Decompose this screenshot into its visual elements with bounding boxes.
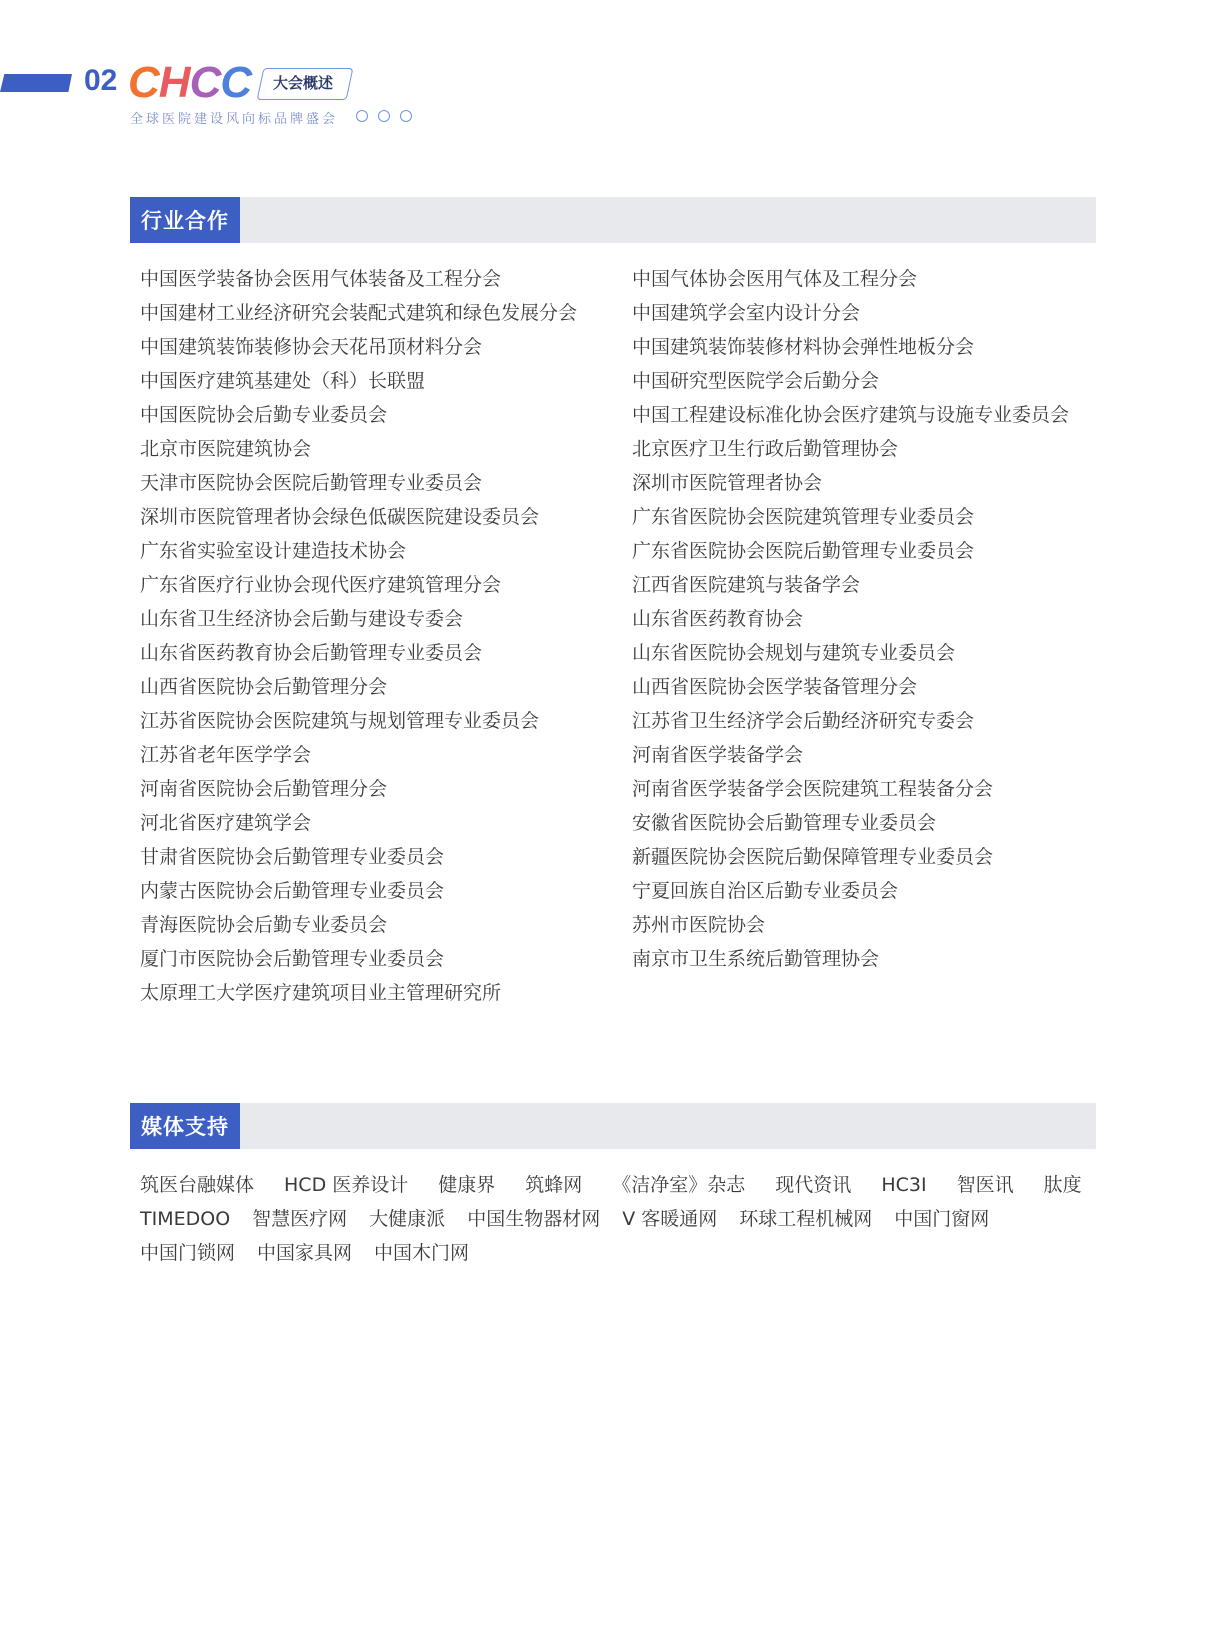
- organization-item: 山东省卫生经济协会后勤与建设专委会: [140, 608, 464, 630]
- organization-item: 中国研究型医院学会后勤分会: [632, 370, 880, 392]
- circle-icon: [356, 110, 368, 122]
- media-item: 智医讯: [956, 1174, 1014, 1196]
- media-item: 智慧医疗网: [252, 1208, 348, 1230]
- media-item: 中国木门网: [374, 1242, 470, 1264]
- media-item: HC3I: [881, 1174, 927, 1196]
- organization-item: 中国医学装备协会医用气体装备及工程分会: [140, 268, 502, 290]
- organization-item: 中国建材工业经济研究会装配式建筑和绿色发展分会: [140, 302, 578, 324]
- organization-item: 广东省医院协会医院建筑管理专业委员会: [632, 506, 975, 528]
- organization-item: 北京市医院建筑协会: [140, 438, 312, 460]
- media-item: 中国家具网: [257, 1242, 353, 1264]
- organization-item: 宁夏回族自治区后勤专业委员会: [632, 880, 899, 902]
- header-tag: 大会概述: [273, 74, 334, 92]
- chcc-logo: [128, 58, 251, 108]
- organization-item: 中国气体协会医用气体及工程分会: [632, 268, 918, 290]
- media-item: 中国门窗网: [894, 1208, 990, 1230]
- circle-icon: [378, 110, 390, 122]
- header-subtitle: 全球医院建设风向标品牌盛会: [130, 112, 339, 127]
- media-item: 现代资讯: [775, 1174, 852, 1196]
- decorative-circles: [356, 110, 412, 122]
- organization-item: 江西省医院建筑与装备学会: [632, 574, 861, 596]
- media-item: 肽度: [1043, 1174, 1082, 1196]
- media-item: 环球工程机械网: [739, 1208, 873, 1230]
- organization-item: 苏州市医院协会: [632, 914, 766, 936]
- organization-item: 天津市医院协会医院后勤管理专业委员会: [140, 472, 483, 494]
- organization-item: 江苏省老年医学学会: [140, 744, 312, 766]
- media-item: 筑医台融媒体: [140, 1174, 255, 1196]
- organization-item: 广东省医院协会医院后勤管理专业委员会: [632, 540, 975, 562]
- organization-item: 中国医院协会后勤专业委员会: [140, 404, 388, 426]
- organization-item: 中国建筑装饰装修协会天花吊顶材料分会: [140, 336, 483, 358]
- media-section-title: 媒体支持: [130, 1103, 240, 1149]
- media-item: 健康界: [438, 1174, 496, 1196]
- organization-item: 新疆医院协会医院后勤保障管理专业委员会: [632, 846, 994, 868]
- page-header: [0, 60, 600, 130]
- logo-letter: C: [128, 58, 159, 107]
- media-item: TIMEDOO: [140, 1208, 231, 1230]
- logo-letter: C: [189, 58, 221, 107]
- media-row: [140, 1168, 1112, 1202]
- organization-item: 中国建筑装饰装修材料协会弹性地板分会: [632, 336, 975, 358]
- organization-item: 河北省医疗建筑学会: [140, 812, 312, 834]
- organization-item: 江苏省卫生经济学会后勤经济研究专委会: [632, 710, 975, 732]
- media-item: 大健康派: [369, 1208, 446, 1230]
- industry-section-title: 行业合作: [130, 197, 240, 243]
- organization-item: 太原理工大学医疗建筑项目业主管理研究所: [140, 982, 502, 1004]
- header-accent-bar: [0, 74, 72, 92]
- organization-item: 山东省医药教育协会后勤管理专业委员会: [140, 642, 483, 664]
- organization-item: 北京医疗卫生行政后勤管理协会: [632, 438, 899, 460]
- organization-item: 广东省实验室设计建造技术协会: [140, 540, 407, 562]
- logo-letter: H: [158, 58, 190, 107]
- organization-item: 河南省医学装备学会医院建筑工程装备分会: [632, 778, 994, 800]
- organization-item: 南京市卫生系统后勤管理协会: [632, 948, 880, 970]
- organization-item: 深圳市医院管理者协会绿色低碳医院建设委员会: [140, 506, 540, 528]
- organization-item: 山东省医药教育协会: [632, 608, 804, 630]
- organization-item: 中国建筑学会室内设计分会: [632, 302, 861, 324]
- organization-item: 中国医疗建筑基建处（科）长联盟: [140, 370, 426, 392]
- industry-right-column: [632, 262, 1069, 976]
- organization-item: 广东省医疗行业协会现代医疗建筑管理分会: [140, 574, 502, 596]
- media-row: [140, 1202, 1011, 1236]
- logo-letter: C: [220, 58, 252, 107]
- organization-item: 内蒙古医院协会后勤管理专业委员会: [140, 880, 445, 902]
- organization-item: 河南省医院协会后勤管理分会: [140, 778, 388, 800]
- organization-item: 甘肃省医院协会后勤管理专业委员会: [140, 846, 445, 868]
- organization-item: 中国工程建设标准化协会医疗建筑与设施专业委员会: [632, 404, 1070, 426]
- media-section-header: [130, 1103, 1096, 1149]
- organization-item: 山西省医院协会医学装备管理分会: [632, 676, 918, 698]
- media-item: HCD 医养设计: [284, 1174, 409, 1196]
- circle-icon: [400, 110, 412, 122]
- media-item: V 客暖通网: [622, 1208, 718, 1230]
- organization-item: 安徽省医院协会后勤管理专业委员会: [632, 812, 937, 834]
- page-number: 02: [84, 64, 118, 97]
- media-row: [140, 1236, 491, 1270]
- media-item: 筑蜂网: [525, 1174, 583, 1196]
- organization-item: 河南省医学装备学会: [632, 744, 804, 766]
- industry-section-header: [130, 197, 1096, 243]
- media-item: 中国门锁网: [140, 1242, 236, 1264]
- organization-item: 山东省医院协会规划与建筑专业委员会: [632, 642, 956, 664]
- media-item: 《洁净室》杂志: [612, 1174, 746, 1196]
- industry-left-column: [140, 262, 577, 1010]
- organization-item: 山西省医院协会后勤管理分会: [140, 676, 388, 698]
- organization-item: 深圳市医院管理者协会: [632, 472, 823, 494]
- organization-item: 江苏省医院协会医院建筑与规划管理专业委员会: [140, 710, 540, 732]
- media-item: 中国生物器材网: [467, 1208, 601, 1230]
- organization-item: 厦门市医院协会后勤管理专业委员会: [140, 948, 445, 970]
- organization-item: 青海医院协会后勤专业委员会: [140, 914, 388, 936]
